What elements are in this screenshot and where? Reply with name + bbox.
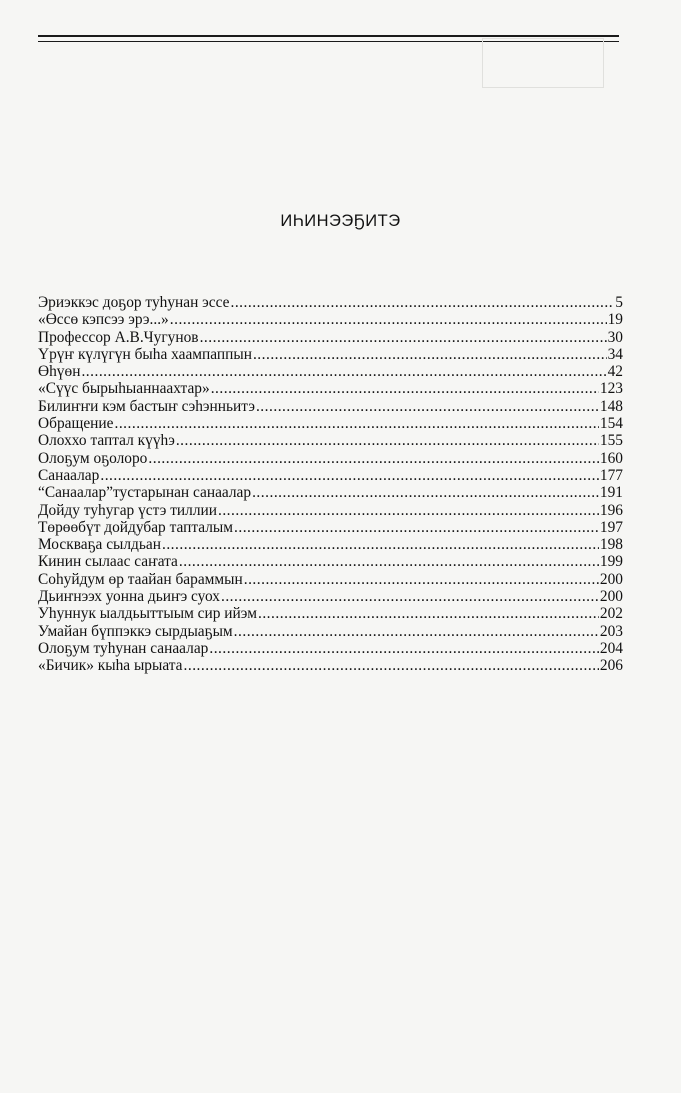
- toc-entry: [38, 640, 623, 657]
- toc-entry: [38, 657, 623, 674]
- toc-entry-title: Эриэккэс доҕор туһунан эссе: [38, 294, 230, 311]
- toc-entry-page: 198: [599, 536, 623, 554]
- toc-entry-page: 42: [607, 363, 623, 381]
- top-rule: [38, 35, 619, 37]
- toc-leader-dots: [209, 640, 599, 657]
- toc-entry: [38, 623, 623, 640]
- toc-entry-title: Кинин сылаас саҥата: [38, 553, 178, 571]
- toc-entry-title: Москваҕа сылдьан: [38, 536, 161, 554]
- toc-entry-title: «Өссө кэпсээ эрэ...»: [38, 311, 169, 329]
- toc-entry-page: 199: [599, 553, 623, 571]
- toc-entry: [38, 363, 623, 380]
- toc-entry: [38, 536, 623, 553]
- toc-entry-page: 197: [599, 518, 623, 536]
- toc-leader-dots: [230, 294, 614, 311]
- toc-leader-dots: [179, 553, 599, 570]
- toc-entry-page: 123: [599, 380, 623, 398]
- toc-entry-title: «Сүүс бырыһыаннаахтар»: [38, 380, 210, 398]
- toc-entry: [38, 484, 623, 501]
- toc-entry-page: 177: [599, 466, 623, 484]
- toc-leader-dots: [162, 536, 599, 553]
- toc-leader-dots: [81, 363, 606, 380]
- toc-entry-page: 30: [607, 328, 623, 346]
- table-of-contents: [38, 294, 623, 675]
- toc-entry: [38, 605, 623, 622]
- toc-entry: [38, 553, 623, 570]
- toc-leader-dots: [114, 415, 598, 432]
- toc-entry-title: Санаалар: [38, 466, 100, 484]
- toc-entry-page: 200: [599, 570, 623, 588]
- toc-entry-title: Олоҕум оҕолоро: [38, 449, 148, 467]
- toc-entry: [38, 380, 623, 397]
- toc-leader-dots: [170, 311, 607, 328]
- toc-entry-title: Профессор А.В.Чугунов: [38, 328, 199, 346]
- toc-entry-title: Обращение: [38, 415, 114, 433]
- toc-entry-title: Төрөөбүт дойдубар тапталым: [38, 518, 233, 536]
- toc-entry: [38, 450, 623, 467]
- toc-entry-title: Дьиҥнээх уонна дьиҥэ суох: [38, 588, 220, 606]
- toc-leader-dots: [184, 657, 599, 674]
- toc-leader-dots: [234, 519, 599, 536]
- toc-entry-page: 206: [599, 657, 623, 675]
- toc-entry-title: Уһуннук ыалдьыттыым сир ийэм: [38, 605, 257, 623]
- toc-entry-page: 203: [599, 622, 623, 640]
- toc-leader-dots: [200, 329, 607, 346]
- toc-entry: [38, 502, 623, 519]
- toc-entry-page: 34: [607, 345, 623, 363]
- toc-entry: [38, 467, 623, 484]
- toc-entry-page: 148: [599, 397, 623, 415]
- toc-entry-title: Өһүөн: [38, 363, 81, 381]
- toc-entry: [38, 329, 623, 346]
- toc-entry: [38, 415, 623, 432]
- toc-entry-page: 154: [599, 415, 623, 433]
- faded-price-stamp: [482, 38, 604, 88]
- toc-entry: [38, 294, 623, 311]
- toc-entry-title: “Санаалар”тустарынан санаалар: [38, 484, 252, 502]
- toc-entry-title: Олоҕум туһунан санаалар: [38, 639, 209, 657]
- toc-entry: [38, 519, 623, 536]
- toc-entry: [38, 432, 623, 449]
- toc-leader-dots: [256, 398, 599, 415]
- toc-leader-dots: [234, 623, 599, 640]
- toc-entry-page: 19: [607, 311, 623, 329]
- toc-leader-dots: [221, 588, 599, 605]
- toc-entry-page: 191: [599, 484, 623, 502]
- toc-entry-page: 196: [599, 501, 623, 519]
- page-title: ИҺИНЭЭҔИТЭ: [280, 212, 401, 230]
- toc-leader-dots: [176, 432, 599, 449]
- toc-leader-dots: [100, 467, 599, 484]
- toc-entry-title: Билиҥҥи кэм бастыҥ сэһэнньитэ: [38, 397, 255, 415]
- toc-entry-title: Соһуйдум өр таайан бараммын: [38, 570, 243, 588]
- toc-leader-dots: [258, 605, 599, 622]
- toc-entry-page: 5: [615, 294, 623, 311]
- toc-entry-page: 155: [599, 432, 623, 450]
- toc-entry: [38, 346, 623, 363]
- toc-leader-dots: [211, 380, 599, 397]
- toc-entry-page: 200: [599, 588, 623, 606]
- toc-entry-title: Олоххо таптал күүһэ: [38, 432, 175, 450]
- toc-entry-title: «Бичик» кыһа ырыата: [38, 657, 183, 675]
- toc-leader-dots: [244, 571, 599, 588]
- toc-entry: [38, 311, 623, 328]
- toc-leader-dots: [218, 502, 599, 519]
- toc-entry-page: 160: [599, 449, 623, 467]
- toc-entry: [38, 571, 623, 588]
- toc-entry-title: Үрүҥ күлүгүн быһа хаампаппын: [38, 345, 252, 363]
- toc-leader-dots: [253, 346, 607, 363]
- toc-entry-page: 204: [599, 639, 623, 657]
- toc-entry: [38, 588, 623, 605]
- toc-leader-dots: [252, 484, 599, 501]
- toc-entry-title: Дойду туһугар үстэ тиллии: [38, 501, 217, 519]
- toc-leader-dots: [148, 450, 599, 467]
- toc-entry-title: Умайан бүппэккэ сырдыаҕым: [38, 622, 233, 640]
- toc-entry: [38, 398, 623, 415]
- toc-entry-page: 202: [599, 605, 623, 623]
